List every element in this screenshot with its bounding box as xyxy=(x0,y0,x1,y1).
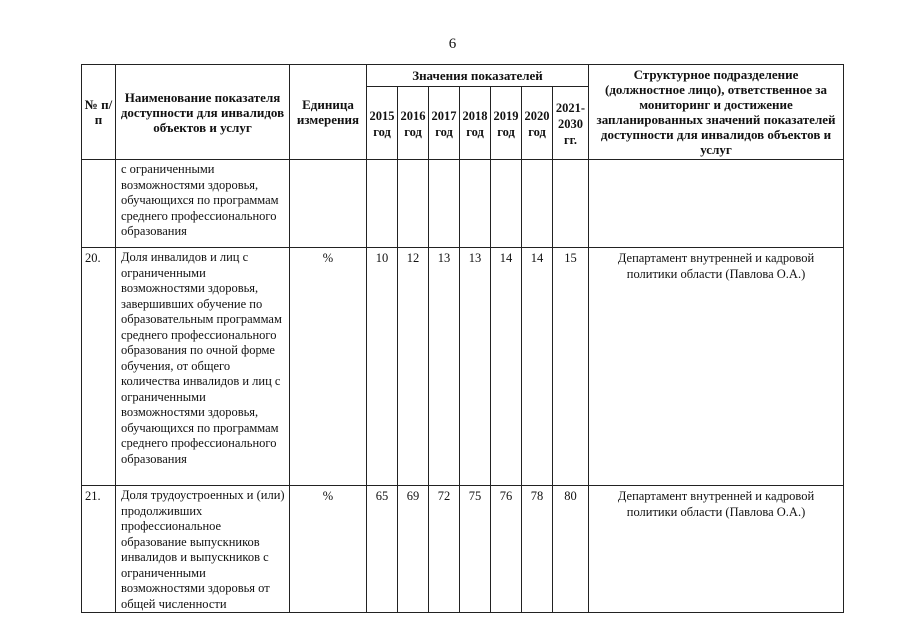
header-unit: Единица измерения xyxy=(290,65,367,160)
header-year: 2018 год xyxy=(460,87,491,160)
value-cell: 10 xyxy=(367,248,398,486)
header-year: 2021-2030 гг. xyxy=(553,87,589,160)
indicator-name: Доля инвалидов и лиц с ограниченными возможностями здоровья, завершивших обучение по образовательным программам среднего профессионального образования по очной форме обучения, от общего количества инвалидов и лиц с ограниченными возможностями здоровья, обучающихся по программам среднего профессионального образования xyxy=(116,248,290,486)
header-indicator: Наименование показателя доступности для инвалидов объектов и услуг xyxy=(116,65,290,160)
header-row xyxy=(82,65,844,87)
page-number: 6 xyxy=(448,36,457,52)
table-row xyxy=(82,248,844,486)
value-cell: 12 xyxy=(398,248,429,486)
value-cell: 80 xyxy=(553,486,589,613)
header-year: 2016 год xyxy=(398,87,429,160)
unit-cell: % xyxy=(290,486,367,613)
value-cell: 14 xyxy=(491,248,522,486)
value-cell: 65 xyxy=(367,486,398,613)
value-cell: 14 xyxy=(522,248,553,486)
header-year: 2017 год xyxy=(429,87,460,160)
unit-cell: % xyxy=(290,248,367,486)
header-num: № п/п xyxy=(82,65,116,160)
value-cell: 72 xyxy=(429,486,460,613)
row-number: 21. xyxy=(82,486,116,613)
value-cell: 75 xyxy=(460,486,491,613)
table-row xyxy=(82,160,844,248)
header-year: 2020 год xyxy=(522,87,553,160)
header-year: 2019 год xyxy=(491,87,522,160)
indicators-table xyxy=(81,64,844,613)
responsible-cell: Департамент внутренней и кадровой политики области (Павлова О.А.) xyxy=(589,248,844,486)
indicator-name: с ограниченными возможностями здоровья, обучающихся по программам среднего профессионального образования xyxy=(116,160,290,248)
header-values-group: Значения показателей xyxy=(367,65,589,87)
table-row xyxy=(82,486,844,613)
header-responsible: Структурное подразделение (должностное лицо), ответственное за мониторинг и достижение запланированных значений показателей доступности для инвалидов объектов и услуг xyxy=(589,65,844,160)
header-year: 2015 год xyxy=(367,87,398,160)
responsible-cell: Департамент внутренней и кадровой политики области (Павлова О.А.) xyxy=(589,486,844,613)
value-cell: 15 xyxy=(553,248,589,486)
indicator-name: Доля трудоустроенных и (или) продолживших профессиональное образование выпускников инвалидов и выпускников с ограниченными возможностями здоровья от общей численности xyxy=(116,486,290,613)
value-cell: 69 xyxy=(398,486,429,613)
row-number: 20. xyxy=(82,248,116,486)
value-cell: 13 xyxy=(429,248,460,486)
value-cell: 78 xyxy=(522,486,553,613)
value-cell: 76 xyxy=(491,486,522,613)
value-cell: 13 xyxy=(460,248,491,486)
